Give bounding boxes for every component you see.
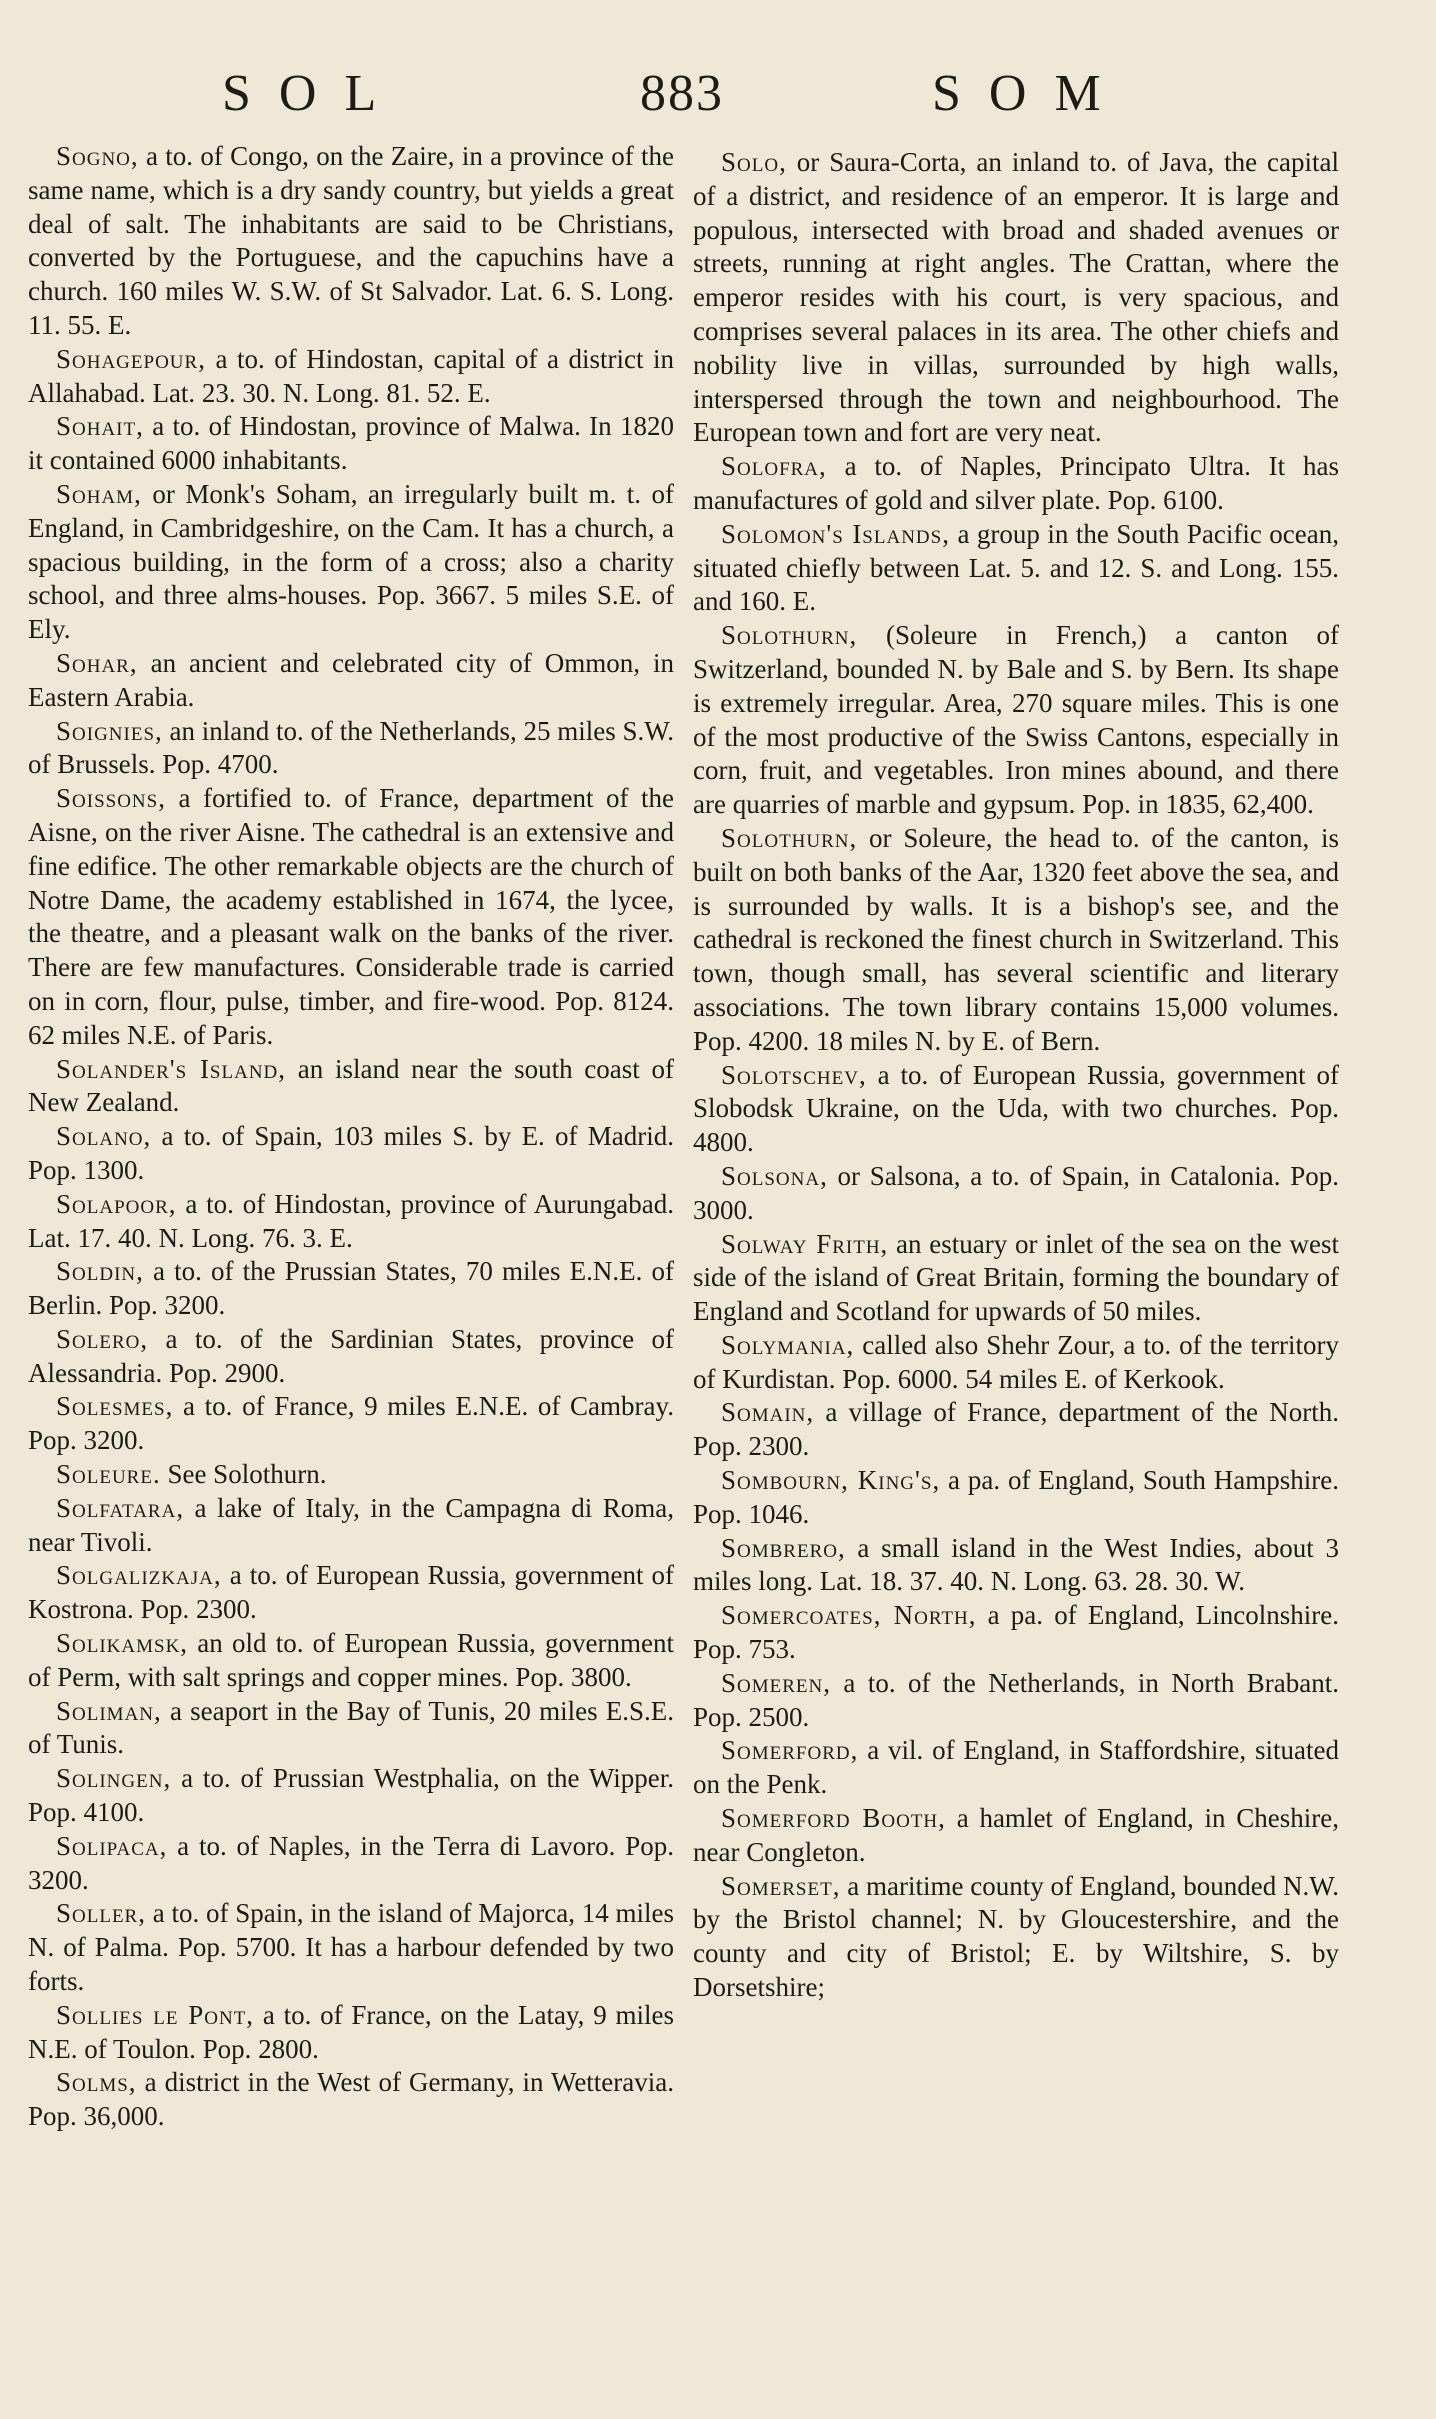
entry-text: a to. of Naples, Principato Ultra. It has manufactures of gold and silver plate. Pop. 6100. xyxy=(693,451,1339,515)
entry-text: a seaport in the Bay of Tunis, 20 miles E.S.E. of Tunis. xyxy=(28,1695,674,1760)
entry xyxy=(693,1870,1339,2005)
entry-headword: Solero, xyxy=(56,1323,149,1354)
entry-headword: Soham, xyxy=(56,478,142,509)
left-column xyxy=(28,140,674,2134)
entry-text: a fortified to. of France, department of the Aisne, on the river Aisne. The cathedral is an extensive and fine edifice. The other remarkable objects are the church of Notre Dame, the academy established in 1674, the lycee, the theatre, and a pleasant walk on the banks of the river. There are few manufactures. Considerable trade is carried on in corn, flour, pulse, timber, and fire-wood. Pop. 8124. 62 miles N.E. of Paris. xyxy=(28,783,674,1050)
entry-headword: Solo, xyxy=(721,147,787,177)
entry xyxy=(693,1160,1339,1228)
entry xyxy=(693,1734,1339,1802)
entry-headword: Solano, xyxy=(56,1121,152,1152)
running-head-left: SOL xyxy=(222,65,405,122)
entry-text: an island near the south coast of New Zealand. xyxy=(28,1053,675,1118)
entry-text: See Solothurn. xyxy=(160,1459,327,1490)
entry-headword: Solothurn, xyxy=(721,620,858,651)
entry xyxy=(693,1464,1339,1532)
entry-text: a to. of the Netherlands, in North Brabant. Pop. 2500. xyxy=(693,1667,1339,1732)
entry-text: a to. of Spain, 103 miles S. by E. of Madrid. Pop. 1300. xyxy=(28,1121,674,1185)
entry-headword: Solomon's Islands, xyxy=(721,518,950,549)
page-number: 883 xyxy=(640,65,724,122)
entry xyxy=(28,1458,674,1492)
entry-headword: Sohar, xyxy=(56,647,138,678)
entry-text: or Salsona, a to. of Spain, in Catalonia. Pop. 3000. xyxy=(693,1160,1339,1225)
entry-text: (Soleure in French,) a canton of Switzerland, bounded N. by Bale and S. by Bern. Its shape is extremely irregular. Area, 270 square miles. This is one of the most productive of the Swiss Cantons, especially in corn, fruit, and vegetables. Iron mines abound, and there are quarries of marble and gypsum. Pop. in 1835, 62,400. xyxy=(693,620,1339,820)
entry-headword: Soliman, xyxy=(56,1695,162,1726)
entry xyxy=(693,1396,1339,1464)
entry-headword: Solfatara, xyxy=(56,1492,185,1523)
entry xyxy=(693,1228,1339,1329)
entry-headword: Sogno, xyxy=(56,141,139,171)
entry-text: an ancient and celebrated city of Ommon, in Eastern Arabia. xyxy=(28,647,674,712)
entry xyxy=(693,1667,1339,1735)
entry-text: a to. of Congo, on the Zaire, in a province of the same name, which is a dry sandy country, but yields a great deal of salt. The inhabitants are said to be Christians, converted by the Portuguese, and the capuchins have a church. 160 miles W. S.W. of St Salvador. Lat. 6. S. Long. 11. 55. E. xyxy=(28,141,674,340)
entry-headword: Solesmes, xyxy=(56,1391,174,1422)
entry xyxy=(28,1053,674,1121)
entry-headword: Solsona, xyxy=(721,1160,828,1191)
entry-headword: Solingen, xyxy=(56,1763,172,1794)
entry-headword: Solipaca, xyxy=(56,1830,168,1861)
entry xyxy=(28,1255,674,1323)
entry xyxy=(28,782,674,1052)
entry xyxy=(28,1492,674,1560)
entry xyxy=(693,1599,1339,1667)
entry-text: a village of France, department of the North. Pop. 2300. xyxy=(693,1397,1339,1462)
entry xyxy=(28,1188,674,1256)
entry-headword: Solgalizkaja, xyxy=(56,1560,222,1591)
entry-headword: Solander's Island, xyxy=(56,1053,287,1084)
entry xyxy=(28,1323,674,1391)
entry-text: a vil. of England, in Staffordshire, situated on the Penk. xyxy=(693,1735,1339,1800)
entry-text: a to. of European Russia, government of Kostrona. Pop. 2300. xyxy=(28,1560,674,1625)
entry-headword: Soissons, xyxy=(56,783,166,814)
entry xyxy=(28,1695,674,1763)
entry-headword: Someren, xyxy=(721,1667,831,1698)
entry-text: a to. of Naples, in the Terra di Lavoro. Pop. 3200. xyxy=(28,1830,674,1895)
entry-headword: Somerford, xyxy=(721,1735,859,1766)
entry xyxy=(693,1329,1339,1397)
entry-headword: Soller, xyxy=(56,1898,146,1929)
entry-text: an estuary or inlet of the sea on the west side of the island of Great Britain, forming the boundary of England and Scotland for upwards of 50 miles. xyxy=(693,1228,1339,1327)
entry-headword: Somerset, xyxy=(721,1870,841,1901)
entry-headword: Sohagepour, xyxy=(56,343,206,374)
right-column xyxy=(693,146,1339,2005)
entry-text: a group in the South Pacific ocean, situated chiefly between Lat. 5. and 12. S. and Long. 155. and 160. E. xyxy=(693,518,1339,617)
entry-headword: Somercoates, North, xyxy=(721,1600,977,1631)
entry xyxy=(28,1627,674,1695)
entry-text: a pa. of England, Lincolnshire. Pop. 753. xyxy=(693,1600,1340,1665)
entry xyxy=(28,1390,674,1458)
entry xyxy=(28,1559,674,1627)
entry-headword: Solms, xyxy=(56,2067,137,2098)
entry-text: a to. of France, on the Latay, 9 miles N.E. of Toulon. Pop. 2800. xyxy=(28,1999,674,2064)
entry xyxy=(28,2066,674,2134)
entry xyxy=(28,647,674,715)
entry-headword: Solapoor, xyxy=(56,1188,177,1219)
entry-text: a to. of Hindostan, province of Aurungabad. Lat. 17. 40. N. Long. 76. 3. E. xyxy=(28,1188,674,1253)
entry-text: a pa. of England, South Hampshire. Pop. 1046. xyxy=(693,1465,1339,1529)
entry-text: a maritime county of England, bounded N.W. by the Bristol channel; N. by Gloucestershire, and the county and city of Bristol; E. by Wiltshire, S. by Dorsetshire; xyxy=(693,1870,1339,2003)
entry-headword: Sohait, xyxy=(56,411,144,442)
entry-headword: Solothurn, xyxy=(721,822,858,853)
entry-headword: Solotschev, xyxy=(721,1059,867,1090)
entry-headword: Soldin, xyxy=(56,1256,144,1287)
entry-headword: Solofra, xyxy=(721,451,827,482)
entry xyxy=(28,140,674,343)
entry-text: a to. of France, 9 miles E.N.E. of Cambray. Pop. 3200. xyxy=(28,1391,674,1456)
entry-text: a to. of the Prussian States, 70 miles E.N.E. of Berlin. Pop. 3200. xyxy=(28,1256,674,1321)
entry xyxy=(693,1802,1339,1870)
entry-text: or Monk's Soham, an irregularly built m. t. of England, in Cambridgeshire, on the Cam. It has a church, a spacious building, in the form of a cross; also a charity school, and three alms-houses. Pop. 3667. 5 miles S.E. of Ely. xyxy=(28,478,674,645)
entry xyxy=(693,450,1339,518)
entry-headword: Solway Frith, xyxy=(721,1228,889,1259)
entry-headword: Soleure. xyxy=(56,1459,161,1490)
entry xyxy=(28,410,674,478)
entry xyxy=(28,1762,674,1830)
entry xyxy=(28,343,674,411)
entry xyxy=(693,146,1339,450)
entry-text: a to. of the Sardinian States, province of Alessandria. Pop. 2900. xyxy=(28,1323,674,1388)
entry xyxy=(693,619,1339,822)
entry-headword: Somain, xyxy=(721,1397,815,1428)
entry-headword: Somerford Booth, xyxy=(721,1803,946,1834)
entry xyxy=(693,822,1339,1059)
entry-text: a to. of European Russia, government of Slobodsk Ukraine, on the Uda, with two churches. Pop. 4800. xyxy=(693,1059,1339,1158)
entry-text: an inland to. of the Netherlands, 25 miles S.W. of Brussels. Pop. 4700. xyxy=(28,715,674,780)
entry xyxy=(28,1897,674,1998)
entry-text: a lake of Italy, in the Campagna di Roma, near Tivoli. xyxy=(28,1492,674,1557)
entry-text: a hamlet of England, in Cheshire, near Congleton. xyxy=(693,1803,1339,1867)
entry xyxy=(693,1532,1339,1600)
entry xyxy=(28,715,674,783)
entry-text: a small island in the West Indies, about 3 miles long. Lat. 18. 37. 40. N. Long. 63. 28. 30. W. xyxy=(693,1532,1339,1597)
entry-headword: Sollies le Pont, xyxy=(56,1999,255,2030)
entry xyxy=(693,518,1339,619)
entry-headword: Solymania, xyxy=(721,1329,855,1360)
entry-text: a to. of Hindostan, capital of a district in Allahabad. Lat. 23. 30. N. Long. 81. 52. E. xyxy=(28,343,674,408)
entry-headword: Soignies, xyxy=(56,715,163,746)
running-head-right: SOM xyxy=(932,65,1129,122)
entry-text: a to. of Spain, in the island of Majorca, 14 miles N. of Palma. Pop. 5700. It has a harbour defended by two forts. xyxy=(28,1898,674,1997)
entry-headword: Sombourn, King's, xyxy=(721,1465,941,1496)
entry-text: or Soleure, the head to. of the canton, is built on both banks of the Aar, 1320 feet above the sea, and is surrounded by walls. It is a bishop's see, and the cathedral is reckoned the finest church in Switzerland. This town, though small, has several scientific and literary associations. The town library contains 15,000 volumes. Pop. 4200. 18 miles N. by E. of Bern. xyxy=(693,822,1339,1056)
entry-headword: Sombrero, xyxy=(721,1532,846,1563)
entry-text: called also Shehr Zour, a to. of the territory of Kurdistan. Pop. 6000. 54 miles E. of Kerkook. xyxy=(693,1329,1339,1394)
entry-text: a to. of Hindostan, province of Malwa. In 1820 it contained 6000 inhabitants. xyxy=(28,411,674,476)
entry-headword: Solikamsk, xyxy=(56,1628,189,1659)
entry xyxy=(28,1999,674,2067)
entry-text: a to. of Prussian Westphalia, on the Wipper. Pop. 4100. xyxy=(28,1763,674,1828)
entry xyxy=(28,1830,674,1898)
entry xyxy=(28,1120,674,1188)
entry xyxy=(693,1059,1339,1160)
entry xyxy=(28,478,674,647)
entry-text: or Saura-Corta, an inland to. of Java, the capital of a district, and residence of an emperor. It is large and populous, intersected with broad and shaded avenues or streets, running at right angles. The Crattan, where the emperor resides with his court, is very spacious, and comprises several palaces in its area. The other chiefs and nobility live in villas, surrounded by high walls, interspersed through the town and neighbourhood. The European town and fort are very neat. xyxy=(693,147,1339,448)
entry-text: a district in the West of Germany, in Wetteravia. Pop. 36,000. xyxy=(28,2067,674,2132)
entry-text: an old to. of European Russia, government of Perm, with salt springs and copper mines. Pop. 3800. xyxy=(28,1628,674,1692)
